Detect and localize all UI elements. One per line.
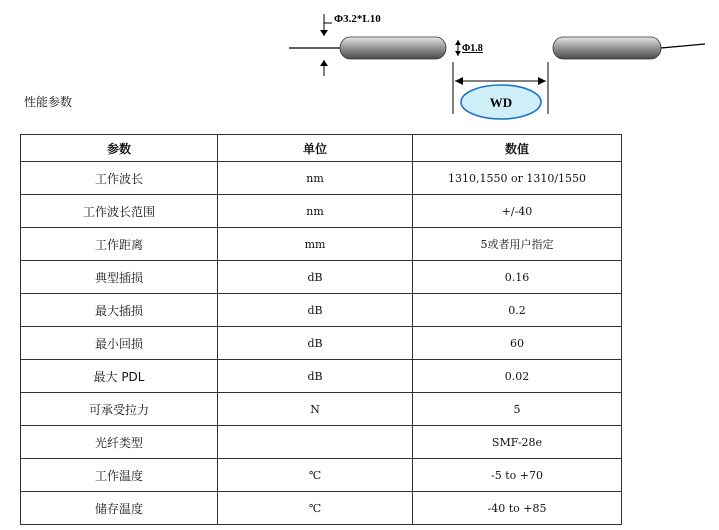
table-row — [21, 327, 622, 360]
left-collimator — [340, 37, 446, 59]
unit-cell: nm — [218, 162, 413, 195]
spec-table — [20, 134, 622, 525]
unit-cell: nm — [218, 195, 413, 228]
param-cell: 可承受拉力 — [21, 393, 218, 426]
table-row — [21, 294, 622, 327]
param-cell: 最小回损 — [21, 327, 218, 360]
unit-cell: ℃ — [218, 492, 413, 525]
value-cell: -5 to +70 — [413, 459, 622, 492]
param-cell: 最大插损 — [21, 294, 218, 327]
wd-label: WD — [489, 95, 513, 110]
table-row — [21, 360, 622, 393]
param-cell: 最大 PDL — [21, 360, 218, 393]
unit-cell: dB — [218, 261, 413, 294]
dim-bottom-arrow — [320, 60, 328, 66]
param-cell: 工作波长范围 — [21, 195, 218, 228]
wd-arrow-left — [455, 77, 463, 85]
value-cell: 5或者用户指定 — [413, 228, 622, 261]
right-fiber-line — [661, 44, 705, 48]
value-cell: 1310,1550 or 1310/1550 — [413, 162, 622, 195]
table-row — [21, 228, 622, 261]
dim-outer-label: Φ3.2*L10 — [334, 13, 381, 25]
table-row — [21, 459, 622, 492]
collimator-diagram — [0, 0, 719, 125]
header-value: 数值 — [413, 135, 622, 162]
table-row — [21, 426, 622, 459]
param-cell: 工作温度 — [21, 459, 218, 492]
param-cell: 储存温度 — [21, 492, 218, 525]
fiber-dim-arrow-down — [455, 51, 461, 56]
param-cell: 光纤类型 — [21, 426, 218, 459]
value-cell: 60 — [413, 327, 622, 360]
unit-cell: dB — [218, 327, 413, 360]
value-cell: SMF-28e — [413, 426, 622, 459]
table-row — [21, 195, 622, 228]
section-title: 性能参数 — [24, 95, 73, 109]
value-cell: 5 — [413, 393, 622, 426]
fiber-dim-label: Φ1.8 — [462, 43, 483, 54]
fiber-dim-arrow-up — [455, 40, 461, 45]
table-header-row — [21, 135, 622, 162]
value-cell: 0.2 — [413, 294, 622, 327]
value-cell: 0.02 — [413, 360, 622, 393]
unit-cell: dB — [218, 360, 413, 393]
unit-cell: N — [218, 393, 413, 426]
header-unit: 单位 — [218, 135, 413, 162]
value-cell: 0.16 — [413, 261, 622, 294]
unit-cell: mm — [218, 228, 413, 261]
header-param: 参数 — [21, 135, 218, 162]
table-row — [21, 393, 622, 426]
wd-arrow-right — [538, 77, 546, 85]
unit-cell: dB — [218, 294, 413, 327]
unit-cell — [218, 426, 413, 459]
table-row — [21, 162, 622, 195]
table-row — [21, 492, 622, 525]
dim-top-arrow — [320, 30, 328, 36]
unit-cell: ℃ — [218, 459, 413, 492]
param-cell: 典型插损 — [21, 261, 218, 294]
param-cell: 工作波长 — [21, 162, 218, 195]
value-cell: +/-40 — [413, 195, 622, 228]
value-cell: -40 to +85 — [413, 492, 622, 525]
right-collimator — [553, 37, 661, 59]
param-cell: 工作距离 — [21, 228, 218, 261]
table-row — [21, 261, 622, 294]
